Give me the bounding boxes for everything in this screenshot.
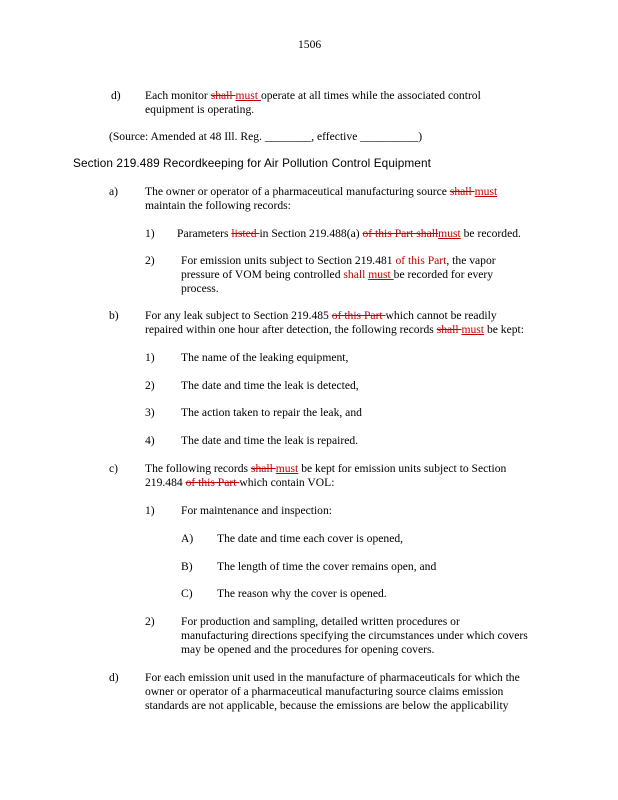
deleted-text: of this Part	[331, 309, 386, 322]
paragraph-line: Each monitor shall must operate at all times while the associated control	[145, 89, 481, 102]
list-item: The action taken to repair the leak, and	[181, 406, 362, 419]
paragraph-line: pressure of VOM being controlled shall must be recorded for every	[181, 268, 494, 281]
paragraph-line: repaired within one hour after detection, the following records shall must be kept:	[145, 323, 524, 336]
inserted-text: must	[368, 268, 394, 281]
inserted-text: must	[275, 462, 299, 475]
deleted-text: listed	[231, 227, 260, 240]
paragraph-line: For emission units subject to Section 219.481 of this Part, the vapor	[181, 254, 496, 267]
item-label: d)	[111, 89, 121, 102]
paragraph-line: equipment is operating.	[145, 103, 255, 116]
subitem-number: 2)	[145, 254, 155, 267]
paragraph-line: For maintenance and inspection:	[181, 504, 332, 517]
deleted-text: shall	[449, 185, 475, 198]
paragraph-line: process.	[181, 282, 219, 295]
item-label: b)	[109, 309, 119, 322]
deleted-text: of this Part	[185, 476, 240, 489]
subitem-number: 2)	[145, 615, 155, 628]
paragraph-line: maintain the following records:	[145, 199, 291, 212]
deleted-text: shall	[250, 462, 276, 475]
list-item: The reason why the cover is opened.	[217, 587, 387, 600]
section-heading: Section 219.489 Recordkeeping for Air Pollution Control Equipment	[73, 156, 431, 170]
list-item: The date and time the leak is repaired.	[181, 434, 359, 447]
list-item: The name of the leaking equipment,	[181, 351, 349, 364]
subitem-number: 1)	[145, 351, 155, 364]
paragraph-line: The following records shall must be kept for emission units subject to Section	[145, 462, 507, 475]
paragraph-line: manufacturing directions specifying the circumstances under which covers	[181, 629, 528, 642]
list-item: The length of time the cover remains open, and	[217, 560, 437, 573]
page-number: 1506	[298, 38, 322, 51]
paragraph-line: For any leak subject to Section 219.485 of this Part which cannot be readily	[145, 309, 497, 322]
paragraph-line: Parameters listed in Section 219.488(a) of this Part shallmust be recorded.	[177, 227, 521, 240]
inserted-text: must	[235, 89, 261, 102]
subsubitem-letter: C)	[181, 587, 193, 600]
paragraph-line: 219.484 of this Part which contain VOL:	[145, 476, 335, 489]
paragraph-line: owner or operator of a pharmaceutical manufacturing source claims emission	[145, 685, 504, 698]
paragraph-line: may be opened and the procedures for opening covers.	[181, 643, 435, 656]
subitem-number: 1)	[145, 504, 155, 517]
inserted-text: shall	[343, 268, 369, 281]
inserted-text: must	[461, 323, 485, 336]
inserted-text: must	[474, 185, 498, 198]
paragraph-line: The owner or operator of a pharmaceutical manufacturing source shall must	[145, 185, 498, 198]
source-note: (Source: Amended at 48 Ill. Reg. ________, effective __________)	[109, 130, 423, 143]
deleted-text: shall	[436, 323, 462, 336]
paragraph-line: For production and sampling, detailed written procedures or	[181, 615, 460, 628]
subsubitem-letter: B)	[181, 560, 193, 573]
paragraph-line: For each emission unit used in the manufacture of pharmaceuticals for which the	[145, 671, 520, 684]
item-label: d)	[109, 671, 119, 684]
item-label: c)	[109, 462, 119, 475]
subitem-number: 4)	[145, 434, 155, 447]
deleted-text: shall	[210, 89, 236, 102]
inserted-text: of this Part	[395, 254, 447, 267]
list-item: The date and time the leak is detected,	[181, 379, 359, 392]
paragraph-line: standards are not applicable, because the emissions are below the applicability	[145, 699, 509, 712]
list-item: The date and time each cover is opened,	[217, 532, 404, 545]
subitem-number: 3)	[145, 406, 155, 419]
deleted-text: of this Part shall	[362, 227, 439, 240]
subsubitem-letter: A)	[181, 532, 194, 545]
item-label: a)	[109, 185, 119, 198]
inserted-text: must	[438, 227, 461, 240]
subitem-number: 1)	[145, 227, 155, 240]
subitem-number: 2)	[145, 379, 155, 392]
